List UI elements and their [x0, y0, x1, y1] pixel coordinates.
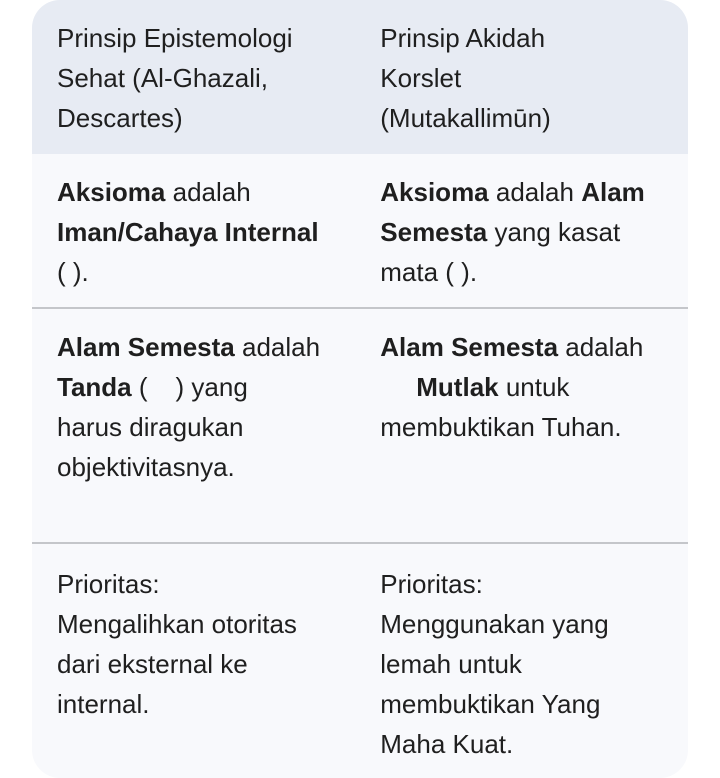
cell-text: Prioritas: [57, 569, 160, 599]
cell-text: Prioritas: [380, 569, 483, 599]
cell-text: untuk [498, 372, 570, 402]
cell-line [380, 367, 688, 407]
cell-line [57, 172, 380, 212]
cell-line [380, 172, 688, 212]
cell-text: harus diragukan [57, 412, 244, 442]
cell-text: ) yang [175, 372, 248, 402]
comparison-table-card [32, 0, 720, 778]
cell-line [57, 367, 380, 407]
table-header-row [32, 0, 688, 154]
header-line: Sehat (Al-Ghazali, [57, 63, 268, 93]
cell-alam-semesta-sehat [32, 308, 380, 543]
header-line: Descartes) [57, 103, 183, 133]
cell-alam-semesta-korslet [380, 308, 688, 543]
cell-text: ( [131, 372, 148, 402]
bold-term: Alam Semesta [57, 332, 235, 362]
cell-text: Maha Kuat. [380, 729, 514, 759]
bold-term: Alam [581, 177, 645, 207]
header-line: Korslet [380, 63, 462, 93]
header-line: Prinsip Akidah [380, 23, 546, 53]
cell-text: membuktikan Tuhan. [380, 412, 622, 442]
header-line: (Mutakallimūn) [380, 103, 551, 133]
cell-text: adalah [488, 177, 582, 207]
bold-term: Alam Semesta [380, 332, 559, 362]
bold-term: Semesta [380, 217, 488, 247]
table-row-aksioma [32, 154, 688, 308]
cell-text: objektivitasnya. [57, 452, 235, 482]
cell-text: dari eksternal ke [57, 649, 248, 679]
cell-text: mata ( ). [380, 257, 478, 287]
header-akidah-korslet [380, 0, 688, 154]
table-row-prioritas [32, 543, 688, 778]
cell-text: adalah [234, 332, 321, 362]
bold-term: Tanda [57, 372, 132, 402]
comparison-table [32, 0, 688, 778]
cell-aksioma-korslet [380, 154, 688, 308]
table-row-alam-semesta [32, 308, 688, 543]
header-line: Prinsip Epistemologi [57, 23, 293, 53]
cell-prioritas-sehat [32, 543, 380, 778]
cell-text: adalah [558, 332, 644, 362]
cell-text: yang kasat [487, 217, 621, 247]
table-container [32, 0, 688, 778]
cell-text: adalah [165, 177, 251, 207]
bold-term: Aksioma [380, 177, 489, 207]
cell-text: Mengalihkan otoritas [57, 609, 297, 639]
cell-line [57, 212, 380, 252]
bold-term: Iman/Cahaya Internal [57, 217, 319, 247]
cell-text: internal. [57, 689, 150, 719]
header-epistemologi-sehat [32, 0, 380, 154]
bold-term: Aksioma [57, 177, 166, 207]
cell-text: lemah untuk [380, 649, 522, 679]
cell-text: Menggunakan yang [380, 609, 609, 639]
cell-line [57, 327, 380, 367]
cell-line [380, 327, 688, 367]
cell-prioritas-korslet [380, 543, 688, 778]
cell-line [380, 212, 688, 252]
cell-aksioma-sehat [32, 154, 380, 308]
bold-term: Mutlak [416, 372, 499, 402]
cell-text: ( ). [57, 257, 89, 287]
cell-text: membuktikan Yang [380, 689, 601, 719]
